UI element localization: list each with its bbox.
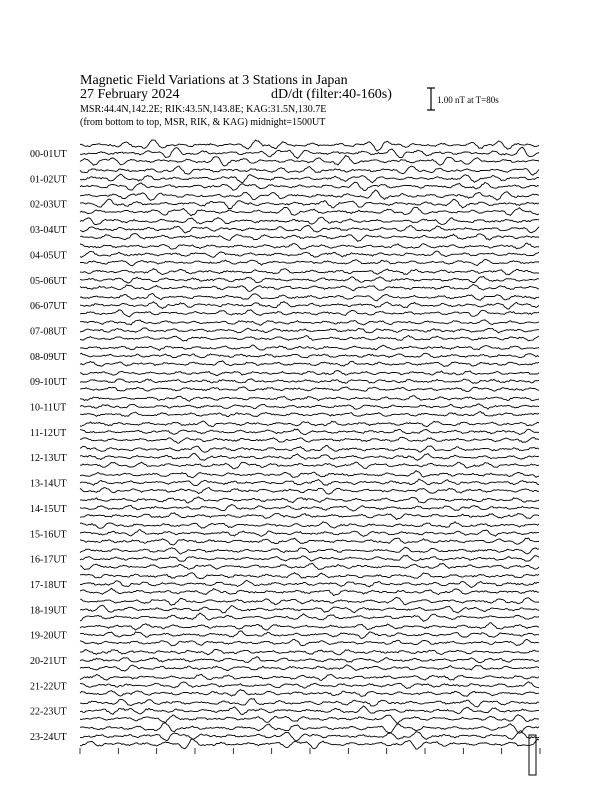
- hour-row-11-12UT: [30, 421, 539, 443]
- trace-KAG: [80, 294, 539, 301]
- trace-RIK: [80, 682, 539, 689]
- trace-MSR: [80, 613, 539, 621]
- trace-MSR: [80, 488, 539, 495]
- trace-RIK: [80, 251, 539, 257]
- trace-KAG: [80, 446, 539, 453]
- hour-label: 18-19UT: [30, 605, 67, 617]
- trace-MSR: [80, 588, 539, 595]
- scale-bar: [427, 88, 435, 110]
- hour-row-15-16UT: [30, 522, 539, 545]
- trace-KAG: [80, 320, 539, 325]
- trace-RIK: [80, 631, 539, 639]
- hour-label: 22-23UT: [30, 706, 67, 718]
- hour-row-16-17UT: [30, 547, 539, 569]
- trace-RIK: [80, 453, 539, 460]
- hour-row-00-01UT: [30, 140, 539, 166]
- trace-RIK: [80, 555, 539, 561]
- hour-row-10-11UT: [30, 396, 539, 417]
- hour-row-19-20UT: [30, 623, 539, 646]
- trace-KAG: [80, 243, 539, 249]
- trace-MSR: [80, 387, 539, 392]
- hour-row-07-08UT: [30, 320, 539, 341]
- overflow-marker: [529, 735, 536, 775]
- trace-KAG: [80, 674, 539, 680]
- trace-RIK: [80, 225, 539, 233]
- trace-KAG: [80, 723, 539, 734]
- hour-label: 11-12UT: [30, 427, 67, 439]
- trace-KAG: [80, 269, 539, 275]
- trace-MSR: [80, 260, 539, 266]
- chart-quantity: dD/dt (filter:40-160s): [271, 87, 392, 102]
- trace-RIK: [80, 657, 539, 663]
- trace-MSR: [80, 462, 539, 469]
- trace-MSR: [80, 335, 539, 341]
- trace-RIK: [80, 328, 539, 333]
- hour-label: 15-16UT: [30, 529, 67, 541]
- hour-label: 21-22UT: [30, 681, 67, 693]
- trace-RIK: [80, 706, 539, 715]
- trace-MSR: [80, 156, 539, 166]
- trace-RIK: [80, 731, 539, 741]
- station-order-note: (from bottom to top, MSR, RIK, & KAG) midnight=1500UT: [80, 117, 326, 128]
- trace-MSR: [80, 234, 539, 242]
- trace-MSR: [80, 739, 539, 749]
- hour-row-22-23UT: [30, 699, 539, 724]
- trace-MSR: [80, 437, 539, 443]
- trace-MSR: [80, 361, 539, 367]
- hour-label: 06-07UT: [30, 301, 67, 313]
- hour-label: 03-04UT: [30, 225, 67, 237]
- trace-RIK: [80, 147, 539, 158]
- trace-MSR: [80, 563, 539, 569]
- trace-RIK: [80, 580, 539, 587]
- hour-label: 09-10UT: [30, 377, 67, 389]
- trace-KAG: [80, 140, 539, 151]
- trace-RIK: [80, 605, 539, 613]
- trace-KAG: [80, 345, 539, 350]
- hour-label: 20-21UT: [30, 656, 67, 667]
- trace-MSR: [80, 639, 539, 646]
- trace-MSR: [80, 412, 539, 417]
- trace-KAG: [80, 471, 539, 478]
- trace-KAG: [80, 497, 539, 503]
- trace-KAG: [80, 421, 539, 427]
- hour-label: 05-06UT: [30, 275, 67, 287]
- hour-row-13-14UT: [30, 471, 539, 495]
- hour-label: 14-15UT: [30, 503, 67, 515]
- hour-label: 13-14UT: [30, 478, 67, 490]
- hour-label: 17-18UT: [30, 579, 67, 591]
- chart-title: Magnetic Field Variations at 3 Stations in Japan: [80, 73, 348, 88]
- trace-RIK: [80, 429, 539, 434]
- hour-label: 16-17UT: [30, 554, 67, 566]
- trace-RIK: [80, 379, 539, 384]
- trace-MSR: [80, 538, 539, 545]
- scale-bar-label: 1.00 nT at T=80s: [437, 95, 499, 105]
- trace-KAG: [80, 573, 539, 579]
- trace-KAG: [80, 396, 539, 402]
- trace-RIK: [80, 276, 539, 283]
- hour-row-17-18UT: [30, 573, 539, 596]
- hour-label: 07-08UT: [30, 326, 67, 338]
- trace-KAG: [80, 217, 539, 224]
- trace-MSR: [80, 310, 539, 317]
- hour-row-01-02UT: [30, 166, 539, 191]
- hour-row-02-03UT: [30, 190, 539, 216]
- hour-row-12-13UT: [30, 446, 539, 469]
- hour-row-08-09UT: [30, 345, 539, 367]
- hour-label: 08-09UT: [30, 351, 67, 363]
- hour-label: 02-03UT: [30, 199, 67, 211]
- hour-row-14-15UT: [30, 497, 539, 520]
- trace-RIK: [80, 302, 539, 309]
- station-coordinates: MSR:44.4N,142.2E; RIK:43.5N,143.8E; KAG:31.5N,130.7E: [80, 104, 327, 115]
- trace-RIK: [80, 404, 539, 409]
- trace-MSR: [80, 690, 539, 697]
- hour-label: 04-05UT: [30, 250, 67, 262]
- hour-row-06-07UT: [30, 294, 539, 317]
- hour-row-03-04UT: [30, 217, 539, 241]
- trace-KAG: [80, 547, 539, 554]
- trace-KAG: [80, 522, 539, 529]
- hour-row-21-22UT: [30, 674, 539, 696]
- trace-MSR: [80, 715, 539, 723]
- hour-label: 12-13UT: [30, 453, 67, 465]
- trace-RIK: [80, 353, 539, 358]
- trace-MSR: [80, 207, 539, 216]
- trace-MSR: [80, 665, 539, 671]
- chart-date: 27 February 2024: [80, 87, 180, 102]
- hour-label: 23-24UT: [30, 732, 67, 744]
- hour-label: 01-02UT: [30, 174, 67, 186]
- trace-MSR: [80, 513, 539, 520]
- hour-row-09-10UT: [30, 371, 539, 392]
- trace-KAG: [80, 623, 539, 631]
- trace-MSR: [80, 284, 539, 291]
- trace-RIK: [80, 479, 539, 486]
- trace-KAG: [80, 699, 539, 707]
- hour-label: 00-01UT: [30, 149, 67, 160]
- hour-label: 19-20UT: [30, 630, 67, 642]
- trace-KAG: [80, 649, 539, 654]
- trace-KAG: [80, 597, 539, 605]
- trace-RIK: [80, 504, 539, 511]
- trace-KAG: [80, 190, 539, 200]
- hour-row-04-05UT: [30, 243, 539, 266]
- hour-row-05-06UT: [30, 269, 539, 292]
- trace-KAG: [80, 166, 539, 175]
- trace-KAG: [80, 371, 539, 376]
- hour-row-18-19UT: [30, 597, 539, 621]
- trace-RIK: [80, 174, 539, 183]
- trace-MSR: [80, 182, 539, 190]
- trace-RIK: [80, 529, 539, 536]
- trace-RIK: [80, 199, 539, 208]
- hour-row-23-24UT: [30, 723, 539, 749]
- hour-row-20-21UT: [30, 649, 539, 671]
- hour-label: 10-11UT: [30, 402, 67, 414]
